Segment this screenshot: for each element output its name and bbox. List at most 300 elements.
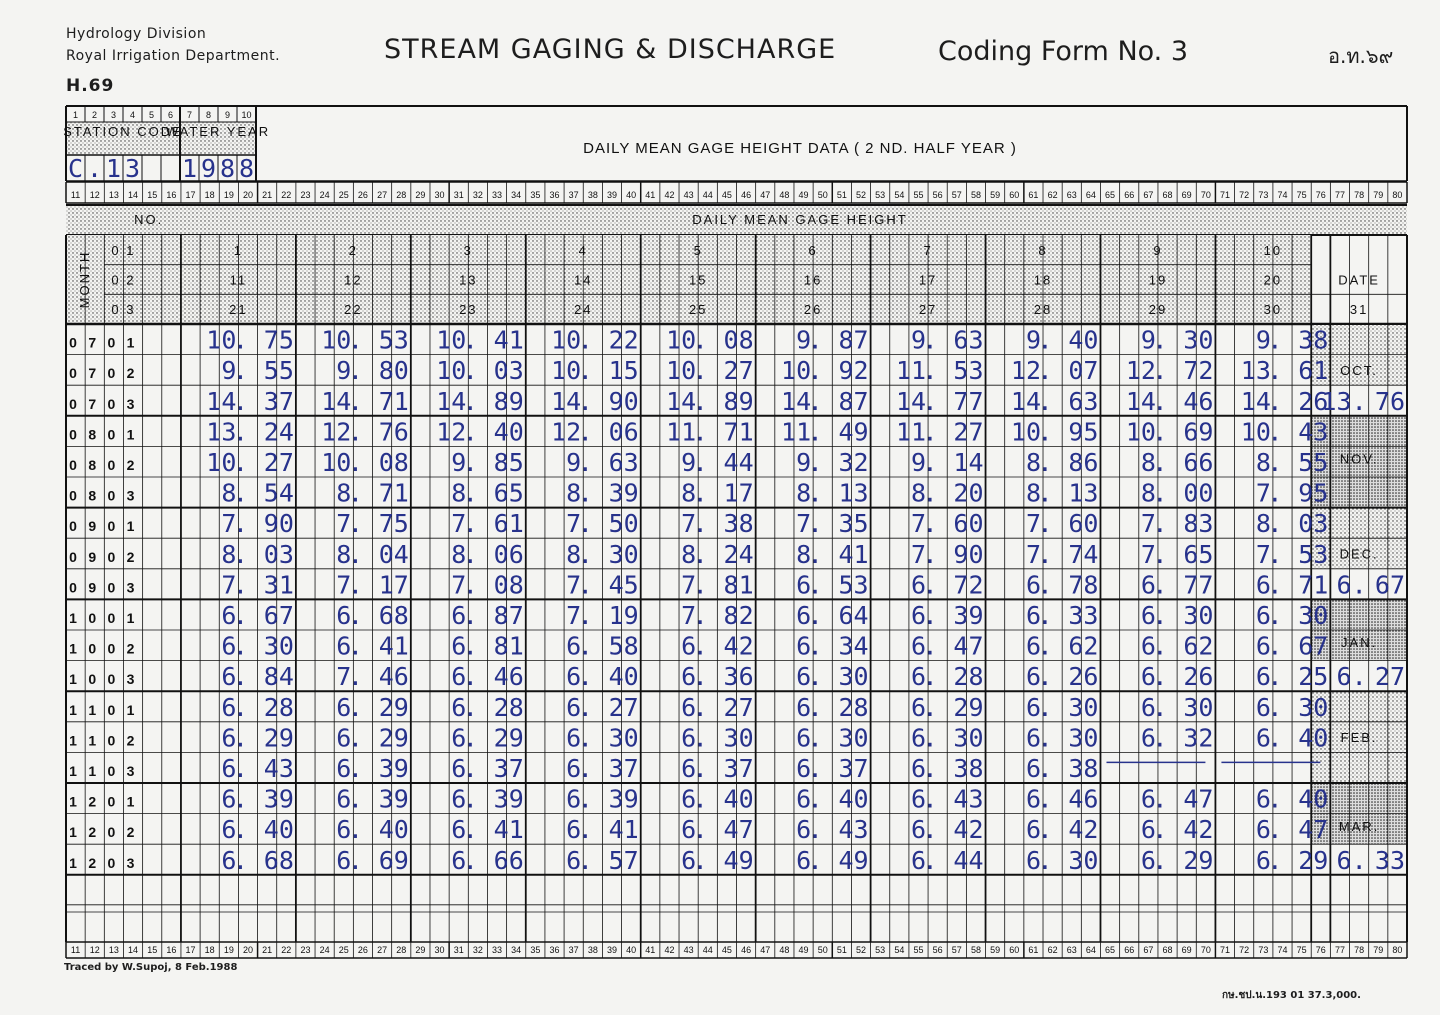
bottom-col-number: 23 (300, 945, 311, 955)
gage-height-decimal: 31 (263, 570, 294, 600)
gage-height-point: . (807, 815, 823, 845)
gage-height-point: . (1037, 601, 1053, 630)
gage-height-integer: 8 (1255, 509, 1271, 539)
row-code-digit: 0 (69, 426, 82, 443)
gage-height-point: . (1152, 845, 1168, 875)
gage-height-point: . (347, 570, 363, 600)
day-header: 8 (1038, 242, 1048, 258)
gage-height-integer: 14 (1010, 386, 1042, 416)
gage-height-decimal: 74 (1068, 539, 1099, 569)
gage-height-integer: 6 (221, 662, 237, 692)
row-code-digit: 2 (126, 824, 140, 841)
bottom-col-number: 13 (108, 945, 119, 955)
gage-height-integer: 7 (451, 570, 467, 600)
gage-height-decimal: 35 (838, 509, 869, 539)
gage-height-decimal: 43 (838, 815, 869, 845)
row-code-digit: 0 (69, 457, 82, 473)
gage-height-decimal: 40 (493, 417, 524, 447)
gage-height-decimal: 40 (378, 815, 409, 845)
gage-height-integer: 8 (566, 478, 582, 508)
gage-height-point: . (692, 539, 708, 569)
month-name: DEC. (1339, 546, 1379, 562)
gage-height-point: . (807, 509, 823, 539)
gage-height-point: . (232, 692, 248, 722)
bottom-col-number: 64 (1085, 945, 1096, 955)
gage-height-integer: 6 (681, 723, 697, 753)
bottom-col-number: 21 (262, 945, 273, 955)
print-code: กษ.ชป.น.193 01 37.3,000. (1222, 990, 1361, 1001)
gage-height-decimal: 08 (493, 570, 524, 600)
gage-height-decimal: 38 (1298, 325, 1329, 355)
gage-height-point: . (1152, 723, 1168, 753)
row-code-digit: 2 (88, 793, 102, 810)
gage-height-decimal: 38 (1068, 754, 1099, 783)
gage-height-decimal: 39 (493, 784, 524, 814)
gage-height-point: . (1152, 570, 1168, 600)
gage-height-point: . (462, 784, 478, 814)
col-number: 50 (817, 190, 828, 200)
bottom-col-number: 32 (472, 945, 483, 955)
gage-height-point: . (462, 845, 478, 875)
gage-height-decimal: 47 (723, 815, 754, 845)
gage-height-point: . (1037, 570, 1053, 600)
gage-height-integer: 11 (781, 417, 812, 447)
gage-height-decimal: 90 (263, 509, 294, 539)
gage-height-integer: 6 (681, 631, 697, 661)
bottom-col-number: 45 (721, 945, 732, 955)
gage-height-point: . (807, 448, 823, 477)
gage-height-point: . (462, 478, 478, 508)
month-name: NOV. (1339, 451, 1379, 467)
gage-height-point: . (922, 631, 938, 661)
gage-height-decimal: 75 (263, 325, 294, 355)
gage-height-point: . (1267, 662, 1283, 692)
gage-height-decimal: 89 (723, 386, 754, 416)
gage-height-point: . (1152, 386, 1168, 416)
day-header: 15 (688, 272, 708, 288)
row-code-digit: 9 (88, 518, 102, 535)
date-31-label: 31 (1349, 302, 1369, 318)
bottom-col-number: 18 (204, 945, 215, 955)
gage-height-point: . (462, 570, 478, 600)
gage-height-point: . (1267, 356, 1283, 386)
day-header: 29 (1148, 302, 1168, 318)
gage-height-integer: 10 (781, 356, 812, 386)
col-number: 34 (511, 190, 522, 200)
gage-height-point: . (577, 723, 593, 753)
gage-height-integer: 6 (1025, 723, 1042, 753)
col-number: 46 (741, 190, 752, 200)
col-number: 37 (568, 190, 579, 200)
gage-height-point: . (577, 386, 593, 416)
station-col-number: 7 (186, 110, 193, 120)
row-code-digit: 8 (88, 487, 102, 504)
gage-height-point: . (922, 570, 938, 600)
gage-height-integer: 6 (221, 692, 237, 722)
gage-height-decimal: 29 (263, 723, 294, 753)
gage-height-decimal: 39 (378, 754, 409, 783)
gage-height-point: . (462, 754, 478, 783)
gage-height-integer: 7 (1140, 539, 1156, 569)
bottom-col-number: 69 (1181, 945, 1192, 955)
station-col-number: 9 (224, 110, 231, 120)
gage-height-point: . (347, 723, 363, 753)
gage-height-decimal: 58 (608, 631, 639, 661)
gage-height-decimal: 81 (493, 631, 524, 661)
gage-height-point: . (232, 631, 248, 661)
gage-height-decimal: 63 (1068, 386, 1099, 416)
day-header: 4 (578, 242, 588, 258)
row-code-digit: 2 (126, 548, 140, 565)
gage-height-integer: 6 (451, 754, 467, 783)
gage-height-decimal: 29 (1183, 845, 1214, 875)
gage-height-point: . (692, 631, 708, 661)
row-code-digit: 0 (107, 640, 121, 657)
gage-height-decimal: 30 (1068, 692, 1099, 722)
gage-height-integer: 8 (681, 478, 697, 508)
gage-height-decimal: 03 (1298, 509, 1329, 539)
gage-height-decimal: 27 (608, 692, 639, 722)
gage-height-point: . (1152, 509, 1168, 539)
gage-height-point: . (1152, 448, 1168, 477)
col-number: 67 (1143, 190, 1154, 200)
gage-height-integer: 6 (566, 692, 582, 722)
gage-height-decimal: 95 (1298, 478, 1329, 508)
gage-height-point: . (577, 784, 593, 814)
col-number: 48 (779, 190, 790, 200)
gage-height-point: . (1152, 356, 1168, 386)
gage-height-point: . (462, 815, 478, 845)
row-code-digit: 0 (69, 579, 82, 596)
station-col-number: 3 (110, 110, 117, 120)
gage-height-point: . (692, 723, 708, 753)
gage-height-integer: 10 (206, 448, 237, 477)
gage-height-decimal: 55 (1298, 448, 1329, 477)
gage-height-point: . (1037, 662, 1053, 692)
gage-height-decimal: 67 (1298, 631, 1329, 661)
bottom-col-number: 37 (568, 945, 579, 955)
row-code-digit: 1 (126, 701, 140, 718)
gage-height-point: . (232, 356, 248, 386)
station-code-digit: 3 (124, 154, 141, 183)
station-code-digit: 1 (105, 154, 122, 183)
station-col-number: 6 (167, 110, 174, 120)
form-title: STREAM GAGING & DISCHARGE (384, 34, 837, 65)
day-header: 14 (574, 272, 593, 288)
gage-height-decimal: 47 (1298, 815, 1329, 845)
col-number: 22 (281, 190, 292, 200)
gage-height-point: . (577, 570, 593, 600)
gage-height-integer: 6 (1255, 845, 1271, 875)
gage-height-integer: 9 (221, 356, 237, 386)
gage-height-point: . (1267, 478, 1283, 508)
station-code-label: STATION CODE (63, 124, 183, 139)
gage-height-point: . (922, 692, 938, 722)
col-number: 52 (856, 190, 867, 200)
gage-height-decimal: 30 (838, 723, 869, 753)
gage-height-decimal: 41 (493, 325, 524, 355)
bottom-col-number: 25 (338, 945, 349, 955)
gage-height-point: . (1037, 356, 1053, 386)
gage-height-point: . (462, 692, 478, 722)
bottom-col-number: 22 (281, 945, 292, 955)
col-number: 39 (606, 190, 617, 200)
gage-height-point: . (1037, 448, 1053, 477)
gage-height-point: . (922, 386, 938, 416)
bottom-col-number: 79 (1373, 945, 1384, 955)
gage-height-decimal: 40 (838, 784, 869, 814)
gage-height-point: . (922, 662, 938, 692)
gage-height-decimal: 90 (953, 539, 984, 569)
gage-height-point: . (232, 784, 248, 814)
gage-height-decimal: 07 (1068, 356, 1099, 386)
gage-height-decimal: 26 (1298, 386, 1329, 416)
gage-height-point: . (692, 601, 708, 630)
gage-height-integer: 8 (221, 478, 237, 508)
row-code-digit: 0 (107, 579, 121, 596)
gage-height-integer: 14 (321, 386, 352, 416)
gage-height-integer: 6 (336, 754, 352, 783)
gage-height-integer: 6 (1025, 662, 1042, 692)
row-code-digit: 1 (88, 732, 102, 749)
gage-height-integer: 6 (796, 784, 812, 814)
gage-height-integer: 10 (436, 325, 467, 355)
col-number: 74 (1277, 190, 1288, 200)
col-number: 59 (990, 190, 1001, 200)
gage-height-point: . (922, 754, 938, 783)
col-number: 45 (721, 190, 732, 200)
col-number: 20 (242, 190, 254, 200)
gage-height-decimal: 26 (1183, 662, 1214, 692)
gage-height-integer: 6 (1140, 845, 1156, 875)
gage-height-integer: 6 (911, 754, 927, 783)
gage-height-decimal: 72 (953, 570, 984, 600)
gage-height-point: . (692, 356, 708, 386)
col-number: 71 (1219, 190, 1231, 200)
org-line-1: Hydrology Division (66, 26, 207, 42)
gage-height-integer: 6 (911, 723, 927, 753)
gage-height-point: . (807, 386, 823, 416)
gage-height-decimal: 64 (838, 601, 869, 630)
gage-height-point: . (807, 631, 823, 661)
gage-height-decimal: 40 (1298, 723, 1329, 753)
gage-height-point: . (1037, 325, 1053, 355)
gage-height-integer: 12 (321, 417, 352, 447)
gage-height-point: . (1152, 417, 1168, 447)
gage-height-integer: 8 (1140, 478, 1156, 508)
row-code-digit: 1 (69, 763, 82, 779)
gage-height-integer: 6 (1255, 723, 1271, 753)
gage-height-integer: 6 (1025, 815, 1042, 845)
row-code-digit: 3 (126, 487, 140, 504)
gage-height-integer: 6 (796, 601, 812, 630)
bottom-col-number: 43 (683, 945, 694, 955)
gage-height-integer: 7 (681, 601, 697, 630)
gage-height-integer: 9 (911, 325, 927, 355)
gage-height-integer: 6 (796, 815, 812, 845)
gage-height-integer: 6 (451, 601, 467, 630)
row-code-digit: 2 (126, 365, 140, 382)
bottom-col-number: 73 (1258, 945, 1269, 955)
gage-height-decimal: 28 (493, 692, 524, 722)
gage-height-point: . (232, 478, 248, 508)
gage-height-decimal: 55 (263, 356, 294, 386)
bottom-col-number: 49 (798, 945, 809, 955)
row-code-digit: 0 (107, 671, 121, 688)
row-code-digit: 9 (88, 579, 102, 596)
org-line-2: Royal Irrigation Department. (66, 48, 281, 64)
gage-height-decimal: 41 (838, 539, 869, 569)
gage-height-integer: 8 (336, 539, 352, 569)
gage-height-integer: 7 (566, 509, 582, 539)
gage-height-decimal: 41 (493, 815, 524, 845)
gage-height-decimal: 30 (263, 631, 294, 661)
gage-height-decimal: 53 (953, 356, 984, 386)
gage-height-integer: 8 (1025, 448, 1042, 477)
gage-height-point: . (1152, 784, 1168, 814)
gage-height-point: . (347, 539, 363, 569)
date-31-integer: 6 (1336, 845, 1352, 875)
station-col-number: 10 (241, 110, 252, 120)
gage-height-integer: 6 (1255, 692, 1271, 722)
day-header: 2 (348, 242, 358, 258)
row-code-digit: 8 (88, 426, 102, 443)
gage-height-decimal: 44 (953, 845, 984, 875)
gage-height-point: . (692, 386, 708, 416)
gage-height-point: . (807, 754, 823, 783)
col-number: 75 (1296, 190, 1307, 200)
gage-height-integer: 6 (566, 723, 582, 753)
gage-height-integer: 7 (911, 509, 927, 539)
gage-height-decimal: 57 (608, 845, 639, 875)
gage-height-point: . (347, 509, 363, 539)
gage-height-decimal: 75 (378, 509, 409, 539)
date-31-integer: 6 (1336, 570, 1352, 600)
gage-height-integer: 6 (1025, 784, 1042, 814)
gage-height-point: . (1152, 631, 1168, 661)
day-header: 21 (229, 302, 248, 318)
row-code-digit: 7 (88, 365, 102, 382)
gage-height-point: . (462, 631, 478, 661)
row-code-digit: 7 (88, 334, 102, 351)
col-number: 17 (185, 190, 196, 200)
gage-height-integer: 6 (1140, 570, 1156, 600)
gage-height-integer: 12 (551, 417, 582, 447)
gage-height-point: . (347, 601, 363, 630)
gage-height-integer: 6 (336, 601, 352, 630)
day-row-code: 0 2 (111, 272, 136, 288)
gage-height-integer: 8 (796, 539, 812, 569)
gage-height-integer: 7 (221, 570, 237, 600)
gage-height-point: . (1152, 539, 1168, 569)
gage-height-decimal: 30 (1068, 845, 1099, 875)
gage-height-point: . (577, 754, 593, 783)
gage-height-decimal: 67 (263, 601, 294, 630)
gage-height-integer: 6 (796, 845, 812, 875)
gage-height-decimal: 14 (953, 448, 984, 477)
bottom-col-number: 30 (434, 945, 445, 955)
gage-height-integer: 7 (566, 570, 582, 600)
gage-height-decimal: 22 (608, 325, 639, 355)
gage-height-decimal: 46 (378, 662, 409, 692)
gage-height-point: . (922, 478, 938, 508)
col-number: 77 (1334, 190, 1345, 200)
gage-height-point: . (922, 784, 938, 814)
day-header: 10 (1263, 242, 1283, 258)
gage-height-decimal: 39 (608, 478, 639, 508)
day-header: 28 (1033, 302, 1053, 318)
gage-height-point: . (1037, 509, 1053, 539)
gage-height-integer: 6 (336, 784, 352, 814)
bottom-col-number: 12 (89, 945, 100, 955)
gage-height-point: . (807, 539, 823, 569)
row-code-digit: 3 (126, 579, 140, 596)
gage-height-point: . (577, 356, 593, 386)
gage-height-point: . (347, 386, 363, 416)
gage-height-point: . (1267, 723, 1283, 753)
gage-height-decimal: 77 (953, 386, 984, 416)
gage-height-integer: 6 (336, 692, 352, 722)
col-number: 33 (492, 190, 503, 200)
day-header: 22 (344, 302, 363, 318)
water-year-digit: 8 (238, 154, 255, 183)
col-number: 51 (836, 190, 847, 200)
gage-height-decimal: 29 (953, 692, 984, 722)
gage-height-decimal: 95 (1068, 417, 1099, 447)
gage-height-decimal: 53 (838, 570, 869, 600)
row-code-digit: 1 (126, 334, 140, 351)
gage-height-integer: 9 (566, 448, 582, 477)
gage-height-point: . (807, 662, 823, 692)
gage-height-decimal: 30 (608, 539, 639, 569)
bottom-col-number: 54 (894, 945, 905, 955)
gage-height-integer: 6 (1140, 631, 1156, 661)
gage-height-integer: 10 (666, 356, 697, 386)
gage-height-integer: 6 (1025, 692, 1042, 722)
gage-height-point: . (577, 815, 593, 845)
bottom-col-number: 33 (492, 945, 503, 955)
gage-height-decimal: 17 (378, 570, 409, 600)
gage-height-point: . (692, 845, 708, 875)
col-number: 63 (1066, 190, 1077, 200)
gage-height-point: . (462, 539, 478, 569)
bottom-col-number: 77 (1334, 945, 1345, 955)
day-header: 25 (688, 302, 708, 318)
col-number: 65 (1105, 190, 1116, 200)
day-header: 11 (229, 272, 248, 288)
gage-height-integer: 6 (681, 754, 697, 783)
gage-height-integer: 6 (221, 784, 237, 814)
gage-height-decimal: 85 (493, 448, 524, 477)
gage-height-point: . (922, 417, 938, 447)
gage-height-integer: 9 (1255, 325, 1271, 355)
col-number: 35 (530, 190, 541, 200)
gage-height-integer: 6 (1140, 723, 1156, 753)
row-code-digit: 7 (88, 395, 102, 412)
row-code-digit: 1 (126, 426, 140, 443)
gage-height-integer: 6 (336, 845, 352, 875)
gage-height-decimal: 61 (493, 509, 524, 539)
gage-height-point: . (577, 478, 593, 508)
gage-height-point: . (922, 448, 938, 477)
row-code-digit: 0 (107, 518, 121, 535)
gage-height-decimal: 43 (953, 784, 984, 814)
gage-height-point: . (1037, 815, 1053, 845)
gage-height-decimal: 68 (263, 845, 294, 875)
gage-height-point: . (347, 784, 363, 814)
col-number: 40 (626, 190, 637, 200)
gage-height-decimal: 61 (1298, 356, 1329, 386)
